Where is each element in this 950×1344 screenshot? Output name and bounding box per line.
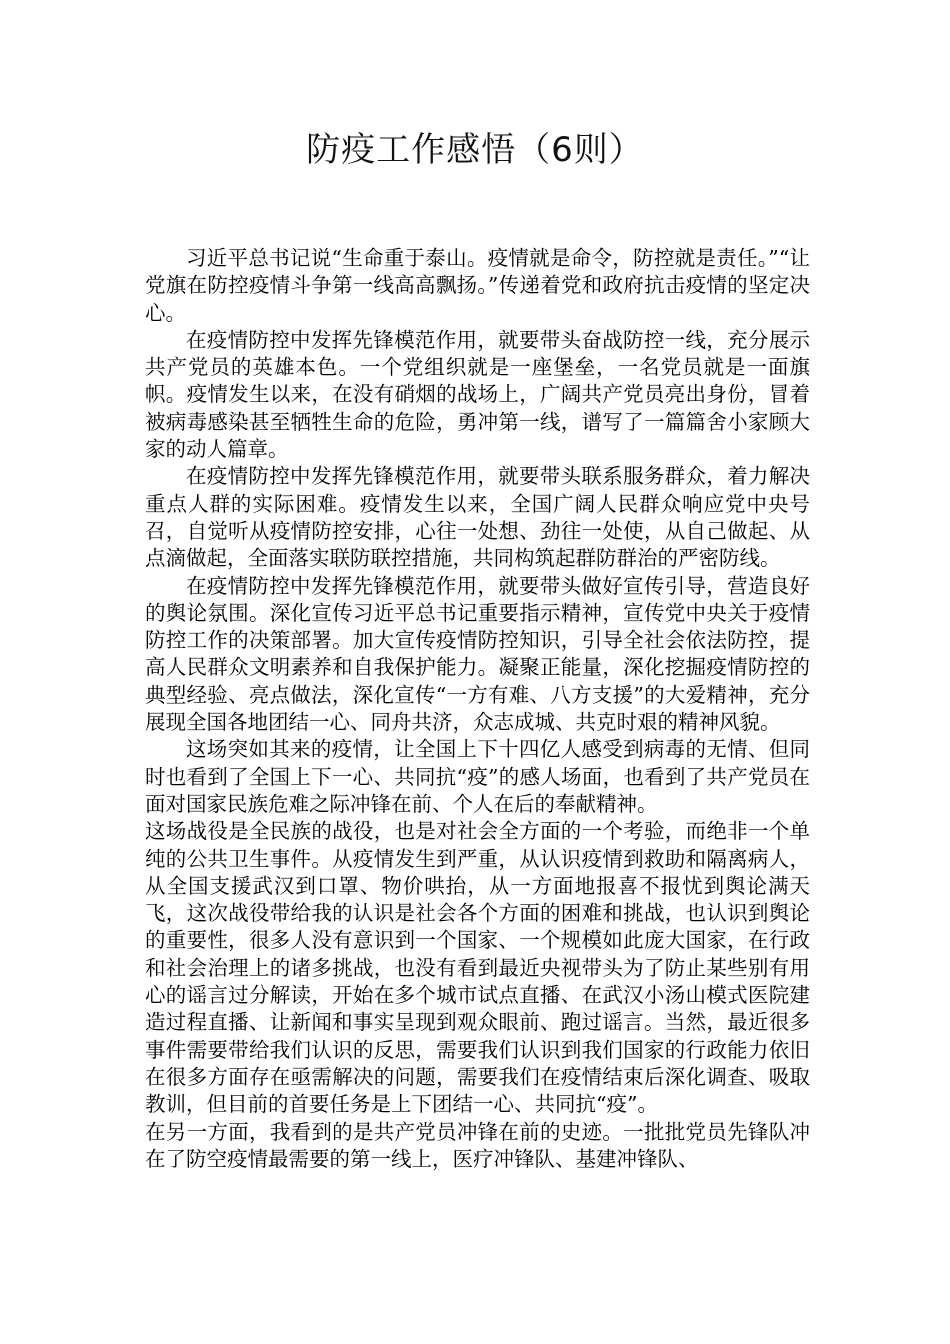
paragraph-5: 这场突如其来的疫情，让全国上下十四亿人感受到病毒的无情、但同时也看到了全国上下一心、共同抗“疫”的感人场面，也看到了共产党员在面对国家民族危难之际冲锋在前、个人在后的奉献精神。 [145, 737, 810, 816]
document-body [145, 245, 810, 1173]
paragraph-6: 这场战役是全民族的战役，也是对社会全方面的一个考验，而绝非一个单纯的公共卫生事件。从疫情发生到严重，从认识疫情到救助和隔离病人，从全国支援武汉到口罩、物价哄抬，从一方面地报喜不报忧到舆论满天飞，这次战役带给我的认识是社会各个方面的困难和挑战，也认识到舆论的重要性，很多人没有意识到一个国家、一个规模如此庞大国家，在行政和社会治理上的诸多挑战，也没有看到最近央视带头为了防止某些别有用心的谣言过分解读，开始在多个城市试点直播、在武汉小汤山模式医院建造过程直播、让新闻和事实呈现到观众眼前、跑过谣言。当然，最近很多事件需要带给我们认识的反思，需要我们认识到我们国家的行政能力依旧在很多方面存在亟需解决的问题，需要我们在疫情结束后深化调查、吸取教训，但目前的首要任务是上下团结一心、共同抗“疫”。 [145, 819, 810, 1117]
paragraph-2: 在疫情防控中发挥先锋模范作用，就要带头奋战防控一线，充分展示共产党员的英雄本色。一个党组织就是一座堡垒，一名党员就是一面旗帜。疫情发生以来，在没有硝烟的战场上，广阔共产党员亮出身份，冒着被病毒感染甚至牺牲生命的危险，勇冲第一线，谱写了一篇篇舍小家顾大家的动人篇章。 [145, 327, 810, 462]
paragraph-1: 习近平总书记说“生命重于泰山。疫情就是命令，防控就是责任。”“让党旗在防控疫情斗争第一线高高飘扬。”传递着党和政府抗击疫情的坚定决心。 [145, 246, 810, 325]
paragraph-3: 在疫情防控中发挥先锋模范作用，就要带头联系服务群众，着力解决重点人群的实际困难。疫情发生以来，全国广阔人民群众响应党中央号召，自觉听从疫情防控安排，心往一处想、劲往一处使，从自己做起、从点滴做起，全面落实联防联控措施，共同构筑起群防群治的严密防线。 [145, 464, 810, 571]
paragraph-4: 在疫情防控中发挥先锋模范作用，就要带头做好宣传引导，营造良好的舆论氛围。深化宣传习近平总书记重要指示精神，宣传党中央关于疫情防控工作的决策部署。加大宣传疫情防控知识，引导全社会依法防控，提高人民群众文明素养和自我保护能力。凝聚正能量，深化挖掘疫情防控的典型经验、亮点做法，深化宣传“一方有难、八方支援”的大爱精神，充分展现全国各地团结一心、同舟共济，众志成城、共克时艰的精神风貌。 [145, 573, 810, 735]
paragraph-7: 在另一方面，我看到的是共产党员冲锋在前的史迹。一批批党员先锋队冲在了防空疫情最需要的第一线上，医疗冲锋队、基建冲锋队、 [145, 1119, 810, 1171]
document-title: 防疫工作感悟（6则） [306, 130, 644, 170]
